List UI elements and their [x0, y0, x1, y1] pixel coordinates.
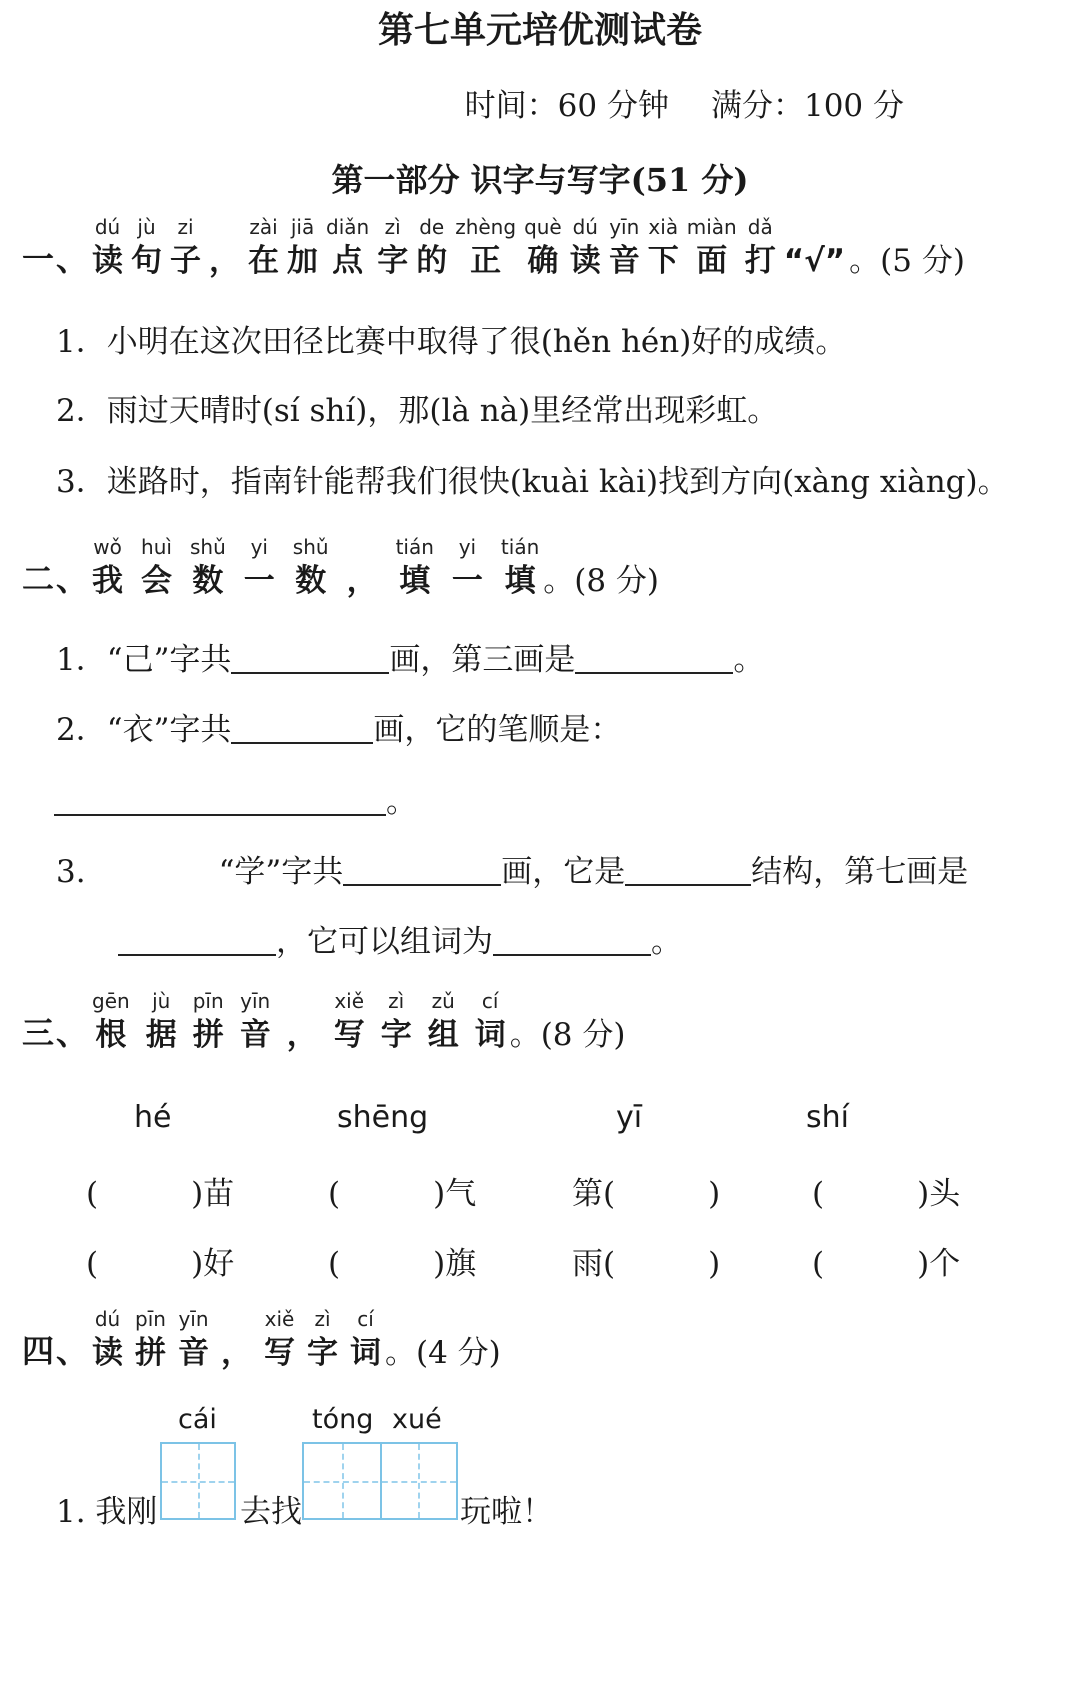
question-2-2 [56, 710, 621, 750]
pinyin-glyph [178, 1304, 209, 1372]
pinyin-glyph [570, 212, 601, 280]
glyph-pinyin: zì [388, 989, 405, 1013]
word-blank[interactable]: ( )气 [328, 1176, 477, 1212]
glyph-pinyin: xià [648, 215, 679, 239]
question-2-3-continued [118, 922, 682, 962]
pinyin-glyph [326, 212, 369, 280]
question-4-1-middle: 去找 [240, 1494, 302, 1530]
section-4-glyphs [92, 1304, 381, 1372]
question-2-3 [56, 852, 968, 892]
section-number: 四、 [22, 1332, 91, 1370]
glyph-pinyin: jù [137, 215, 156, 239]
writing-grid-box[interactable] [160, 1442, 236, 1520]
glyph-hanzi: 据 [145, 1017, 177, 1053]
glyph-hanzi: 拼 [135, 1335, 167, 1371]
glyph-pinyin: zhèng [455, 215, 517, 239]
pinyin-glyph [475, 986, 506, 1054]
question-text: 画，第三画是 [389, 642, 576, 678]
glyph-hanzi: 加 [287, 243, 319, 279]
word-blank[interactable]: 雨( ) [572, 1246, 721, 1282]
pinyin-glyph [92, 1304, 123, 1372]
glyph-hanzi: 音 [178, 1335, 210, 1371]
answer-blank[interactable] [343, 852, 501, 886]
section-3-heading [22, 986, 625, 1054]
glyph-hanzi: 填 [504, 563, 536, 599]
word-blank[interactable]: ( )苗 [86, 1176, 235, 1212]
glyph-pinyin: diǎn [326, 215, 370, 239]
section-3-glyphs [92, 986, 506, 1054]
answer-blank[interactable] [575, 640, 733, 674]
question-text: 1．“己”字共 [56, 642, 232, 678]
pinyin-glyph [190, 532, 226, 600]
glyph-pinyin: tián [395, 535, 434, 559]
exam-full-score: 满分：100 分 [710, 88, 904, 124]
glyph-pinyin: pīn [135, 1307, 166, 1331]
glyph-pinyin: dǎ [747, 215, 773, 239]
glyph-pinyin: zài [249, 215, 278, 239]
question-text: “学”字共 [218, 854, 344, 890]
pinyin-glyph [131, 212, 162, 280]
pinyin-glyph [350, 1304, 381, 1372]
pinyin-glyph [452, 532, 483, 600]
glyph-hanzi: 子 [170, 243, 202, 279]
pinyin-glyph [455, 212, 516, 280]
question-text: ，它可以组词为 [276, 924, 493, 960]
pinyin-glyph [381, 986, 412, 1054]
pinyin-glyph [293, 532, 329, 600]
glyph-pinyin: zì [384, 215, 401, 239]
glyph-hanzi: 点 [332, 243, 364, 279]
exam-meta [465, 80, 904, 125]
glyph-hanzi: 读 [92, 243, 124, 279]
pinyin-prompt: hé [134, 1100, 172, 1135]
answer-blank[interactable] [231, 640, 389, 674]
answer-blank[interactable] [625, 852, 751, 886]
glyph-pinyin: shǔ [190, 535, 226, 559]
glyph-hanzi: “√” [783, 243, 846, 279]
question-1-2: 2．雨过天晴时(sí shí)，那(là nà)里经常出现彩虹。 [56, 393, 779, 429]
glyph-hanzi: 词 [350, 1335, 382, 1371]
glyph-hanzi: 打 [744, 243, 776, 279]
box-pinyin: cái [178, 1404, 217, 1435]
glyph-hanzi: 拼 [192, 1017, 224, 1053]
pinyin-glyph [92, 986, 130, 1054]
section-number: 一、 [22, 240, 91, 278]
pinyin-glyph [648, 212, 679, 280]
question-text: 画，它是 [501, 854, 626, 890]
pinyin-glyph [240, 986, 271, 1054]
pinyin-glyph [347, 532, 378, 600]
question-text: 结构，第七画是 [751, 854, 969, 890]
pinyin-glyph [416, 212, 447, 280]
glyph-pinyin: zì [314, 1307, 331, 1331]
word-blank[interactable]: ( )旗 [328, 1246, 477, 1282]
page-title: 第七单元培优测试卷 [377, 10, 702, 51]
pinyin-glyph [287, 986, 318, 1054]
pinyin-glyph [135, 1304, 166, 1372]
word-blank[interactable]: ( )个 [812, 1246, 961, 1282]
glyph-hanzi: 根 [95, 1017, 127, 1053]
pinyin-glyph [141, 532, 172, 600]
answer-blank[interactable] [118, 922, 276, 956]
pinyin-prompt: yī [616, 1100, 643, 1135]
pinyin-glyph [784, 212, 845, 280]
question-1-3: 3．迷路时，指南针能帮我们很快(kuài kài)找到方向(xàng xiàng)。 [56, 464, 1009, 500]
glyph-pinyin: xiě [334, 989, 365, 1013]
glyph-hanzi: 字 [380, 1017, 412, 1053]
glyph-pinyin: pīn [192, 989, 224, 1013]
glyph-hanzi: 数 [295, 563, 327, 599]
glyph-hanzi: 音 [239, 1017, 271, 1053]
pinyin-glyph [609, 212, 640, 280]
glyph-hanzi: 会 [141, 563, 173, 599]
glyph-pinyin: de [419, 215, 445, 239]
glyph-hanzi: ， [221, 1335, 253, 1371]
glyph-pinyin: dú [94, 1307, 121, 1331]
word-blank[interactable]: ( )好 [86, 1246, 235, 1282]
pinyin-glyph [687, 212, 737, 280]
question-2-2-continued [54, 782, 417, 822]
section-score: 。(8 分) [543, 563, 660, 599]
pinyin-prompt: shēng [337, 1100, 429, 1135]
glyph-hanzi: 字 [307, 1335, 339, 1371]
glyph-pinyin: zi [177, 215, 194, 239]
question-text: 。 [651, 924, 682, 960]
exam-time: 时间：60 分钟 [464, 88, 669, 124]
glyph-pinyin: miàn [686, 215, 737, 239]
pinyin-glyph [524, 212, 562, 280]
glyph-pinyin: dú [572, 215, 598, 239]
glyph-hanzi: 面 [696, 243, 728, 279]
question-text: 。 [733, 642, 765, 678]
pinyin-glyph [170, 212, 201, 280]
answer-blank[interactable] [493, 922, 651, 956]
section-score: 。(8 分) [509, 1017, 626, 1053]
glyph-pinyin: gēn [92, 989, 130, 1013]
glyph-hanzi: 一 [451, 563, 483, 599]
glyph-pinyin: cí [357, 1307, 374, 1331]
section-1-glyphs [92, 212, 845, 280]
section-number: 二、 [22, 560, 91, 598]
pinyin-glyph [307, 1304, 338, 1372]
pinyin-glyph [334, 986, 365, 1054]
glyph-hanzi: ， [209, 243, 241, 279]
glyph-hanzi: ， [286, 1017, 318, 1053]
pinyin-glyph [193, 986, 224, 1054]
glyph-pinyin: yīn [240, 989, 271, 1013]
section-score: 。(4 分) [385, 1335, 501, 1371]
section-4-heading [22, 1304, 501, 1372]
answer-blank[interactable] [231, 710, 373, 744]
pinyin-glyph [248, 212, 279, 280]
question-2-1 [56, 640, 764, 680]
box-pinyin: xué [392, 1404, 442, 1435]
pinyin-glyph [221, 1304, 252, 1372]
section-2-glyphs [92, 532, 539, 600]
glyph-pinyin: yīn [609, 215, 640, 239]
word-blank[interactable]: ( )头 [812, 1176, 961, 1212]
pinyin-glyph [92, 532, 123, 600]
glyph-pinyin: dú [94, 215, 121, 239]
glyph-hanzi: 下 [647, 243, 679, 279]
word-blank[interactable]: 第( ) [572, 1176, 721, 1212]
writing-grid-box[interactable] [302, 1442, 458, 1520]
answer-blank[interactable] [54, 782, 386, 816]
glyph-pinyin: yīn [178, 1307, 209, 1331]
question-4-1-suffix: 玩啦！ [460, 1494, 553, 1530]
pinyin-glyph [745, 212, 776, 280]
glyph-pinyin: yi [458, 535, 477, 559]
glyph-hanzi: ， [346, 563, 378, 599]
glyph-hanzi: 写 [333, 1017, 365, 1053]
glyph-pinyin: jù [152, 989, 171, 1013]
section-score: 。(5 分) [849, 243, 965, 279]
glyph-hanzi: 字 [377, 243, 409, 279]
glyph-hanzi: 写 [264, 1335, 296, 1371]
glyph-hanzi: 正 [470, 243, 502, 279]
section-number: 三、 [22, 1014, 91, 1052]
glyph-pinyin: yi [250, 535, 268, 559]
section-1-heading [22, 212, 965, 280]
pinyin-glyph [264, 1304, 295, 1372]
glyph-hanzi: 读 [569, 243, 601, 279]
pinyin-glyph [377, 212, 408, 280]
glyph-hanzi: 读 [92, 1335, 124, 1371]
glyph-pinyin: shǔ [292, 535, 329, 559]
glyph-hanzi: 数 [192, 563, 224, 599]
glyph-hanzi: 词 [474, 1017, 506, 1053]
pinyin-glyph [501, 532, 539, 600]
pinyin-glyph [92, 212, 123, 280]
box-pinyin: tóng [312, 1404, 374, 1435]
pinyin-glyph [428, 986, 459, 1054]
glyph-pinyin: xiě [264, 1307, 295, 1331]
pinyin-glyph [287, 212, 318, 280]
glyph-hanzi: 句 [131, 243, 163, 279]
glyph-pinyin: què [524, 215, 562, 239]
glyph-pinyin: tián [500, 535, 540, 559]
pinyin-glyph [244, 532, 275, 600]
glyph-hanzi: 一 [243, 563, 275, 599]
glyph-hanzi: 填 [399, 563, 431, 599]
question-4-1-prefix: 1. 我刚 [56, 1494, 158, 1530]
question-text: 画，它的笔顺是： [373, 712, 622, 748]
question-number: 3. [56, 854, 86, 890]
glyph-hanzi: 的 [416, 243, 448, 279]
part-title: 第一部分 识字与写字(51 分) [331, 161, 749, 199]
glyph-hanzi: 音 [608, 243, 640, 279]
section-2-heading [22, 532, 659, 600]
glyph-hanzi: 确 [527, 243, 559, 279]
question-text: 2．“衣”字共 [56, 712, 232, 748]
question-text: 。 [386, 784, 417, 820]
question-1-1: 1．小明在这次田径比赛中取得了很(hěn hén)好的成绩。 [56, 324, 847, 360]
glyph-hanzi: 组 [427, 1017, 459, 1053]
pinyin-prompt: shí [806, 1100, 849, 1135]
pinyin-glyph [396, 532, 434, 600]
glyph-pinyin: jiā [290, 215, 315, 239]
glyph-hanzi: 在 [248, 243, 280, 279]
glyph-pinyin: zǔ [431, 989, 455, 1013]
glyph-hanzi: 我 [92, 563, 124, 599]
pinyin-glyph [146, 986, 177, 1054]
glyph-pinyin: huì [141, 535, 172, 559]
pinyin-glyph [209, 212, 240, 280]
glyph-pinyin: wǒ [93, 535, 122, 559]
glyph-pinyin: cí [481, 989, 499, 1013]
